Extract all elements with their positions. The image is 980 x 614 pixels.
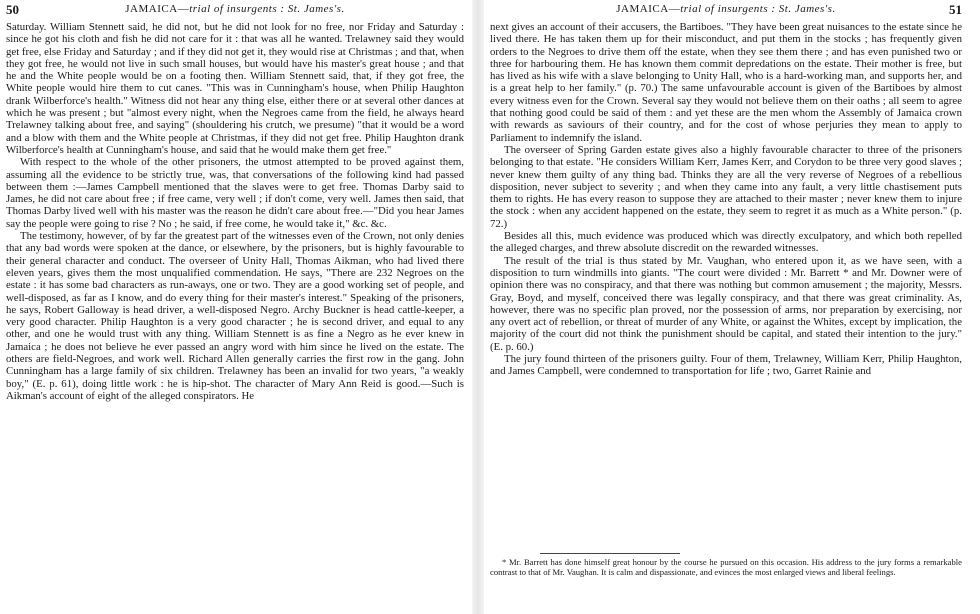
left-running-title: JAMAICA—trial of insurgents : St. James's.	[125, 3, 345, 15]
footnote: * Mr. Barrett has done himself great honour by the course he pursued on this occasion. His address to the jury forms a remarkable contrast to that of Mr. Vaughan. It is calm and dispassionate, and evinces the most enlarged views and liberal feelings.	[490, 557, 962, 577]
left-page	[0, 0, 472, 614]
left-paragraph-3: The testimony, however, of by far the greatest part of the witnesses even of the Crown, not only denies that any bad words were spoken at the dance, or elsewhere, by the prisoners, but is highly favourable to their general character and conduct. The overseer of Unity Hall, Thomas Aikman, who had lived there eleven years, gives them the most unqualified commendation. He says, "There are 232 Negroes on the estate : it has some bad characters as run-aways, one or two. They are a good working set of people, and well-disposed, as far as I know, and do every thing for their master's interest." Speaking of the prisoners, he says, Robert Galloway is head driver, a well-disposed Negro. Archy Buckner is head cattle-keeper, a very good character. Philip Haughton is a very good character ; he is second driver, and equal to any other, and one he would trust with any thing. William Stennett is as fine a Negro as he ever knew in Jamaica ; he does not believe he ever passed an angry word with him since he lived on the estate. The others are field-Negroes, and work well. Richard Allen generally carries the first row in the gang. John Cunningham has a large family of six children. Trelawney has been an invalid for two years, "a weakly boy," (E. p. 61), doing little work : he is hip-shot. The character of Mary Ann Reid is good.—Such is Aikman's account of eight of the alleged conspirators. He	[6, 230, 464, 402]
right-paragraph-1: next gives an account of their accusers, the Bartiboes. "They have been great nuisances to the estate since he lived there. He has taken them up for their misconduct, and put them in the stocks ; has frequently given orders to the Negroes to drive them off the estate, when they see them there ; and has even punished two or three for harbouring them. He has known them commit depredations on the estate. Their mother is free, but has lived as his wife with a slave belonging to Unity Hall, who is a hard-working man, and supports her, and is a great help to her family." (p. 70.) The same unfavourable account is given of the Bartiboes by almost every witness even for the Crown. Several say they would not believe them on their oaths ; all seem to agree that nothing good could be said of them : and yet these are the men whom the Assembly of Jamaica crown with rewards as saviours of their country, and for the cost of whose perjuries they mean to apply to Parliament to indemnify the island.	[490, 21, 962, 144]
left-page-number: 50	[6, 2, 19, 17]
right-paragraph-5: The jury found thirteen of the prisoners guilty. Four of them, Trelawney, William Kerr, Philip Haughton, and James Campbell, were condemned to transportation for life ; two, Garret Rainie and	[490, 353, 962, 378]
left-paragraph-1: Saturday. William Stennett said, he did not, but he did not look for no free, nor Friday and Saturday : since he got his cloth and fish he did not care for it : that was all he wanted. Trelawney said they would get free, else Friday and Saturday ; and if they did not get it, they would rise at Christmas ; and that, when they got free, he would not live in such small houses, but would have his master's great house ; and that he and the White people would be on a footing then. William Stennett said, that, if they got free, the White people would hire them to cut canes. "This was in Cunningham's house, when Philip Haughton drank Wilberforce's health." Witness did not hear any thing else, either there or at several other dances at which he was present ; but "almost every night, when the Negroes came from the field, he always heard Trelawney talking about free, and saying" (shouldering his crutch, we presume) "that it would be a word and a blow with them and the White people at Christmas, if they did not get free. Philip Haughton drank Wilberforce's health at Cunningham's house, and said that he would make them get free."	[6, 21, 464, 156]
right-running-header	[490, 3, 962, 19]
right-paragraph-2: The overseer of Spring Garden estate gives also a highly favourable character to three of the prisoners belonging to that estate. "He considers William Kerr, James Kerr, and Corydon to be three very good slaves ; never knew them guilty of any thing bad. Thinks they are all the very reverse of Negroes of a rebellious disposition, never subject to severity ; and when they came into any fault, a very little chastisement puts them to rights. He has every reason to suppose they are attached to their master ; never knew them to injure the stock : when any accident happened on the estate, they seem to regret it as much as a White person." (p. 72.)	[490, 143, 962, 230]
footnote-rule	[540, 553, 680, 554]
right-paragraph-3: Besides all this, much evidence was produced which was directly exculpatory, and which both repelled the alleged charges, and threw absolute discredit on the rewarded witnesses.	[490, 230, 962, 255]
book-gutter	[472, 0, 484, 614]
right-page-number: 51	[949, 2, 962, 17]
right-body-text	[490, 21, 962, 378]
right-paragraph-4: The result of the trial is thus stated by Mr. Vaughan, who entered upon it, as we have seen, with a disposition to turn windmills into giants. "The court were divided : Mr. Barrett * and Mr. Downer were of opinion there was no conspiracy, and that there was nothing but common amusement ; the majority, Messrs. Gray, Boyd, and myself, conceived there was legally conspiracy, and that there was great criminality. As, however, there was no specific plan proved, nor the possession of arms, nor preparation by exercising, nor any overt act of rebellion, or threat of murder of any White, or against the Whites, except by implication, the majority of the court did not think the punishment should be capital, and stated their intention to the jury." (E. p. 60.)	[490, 254, 962, 353]
left-body-text	[6, 21, 464, 402]
right-page	[484, 0, 970, 614]
left-paragraph-2: With respect to the whole of the other prisoners, the utmost attempted to be proved against them, assuming all the evidence to be strictly true, was, that conversations of the following kind had passed between them :—James Campbell mentioned that the slaves were to get free. Thomas Darby said to James, he did not care about free ; if free came, very well ; if don't come, very well. James then said, that Thomas Darby lived well with his master was the reason he didn't care about free.—"Did you hear James say the people were going to rise ? No ; he said, if free come, he would take it," &c. &c.	[6, 156, 464, 230]
left-running-header	[6, 3, 464, 19]
right-running-title: JAMAICA—trial of insurgents : St. James's.	[616, 3, 836, 15]
